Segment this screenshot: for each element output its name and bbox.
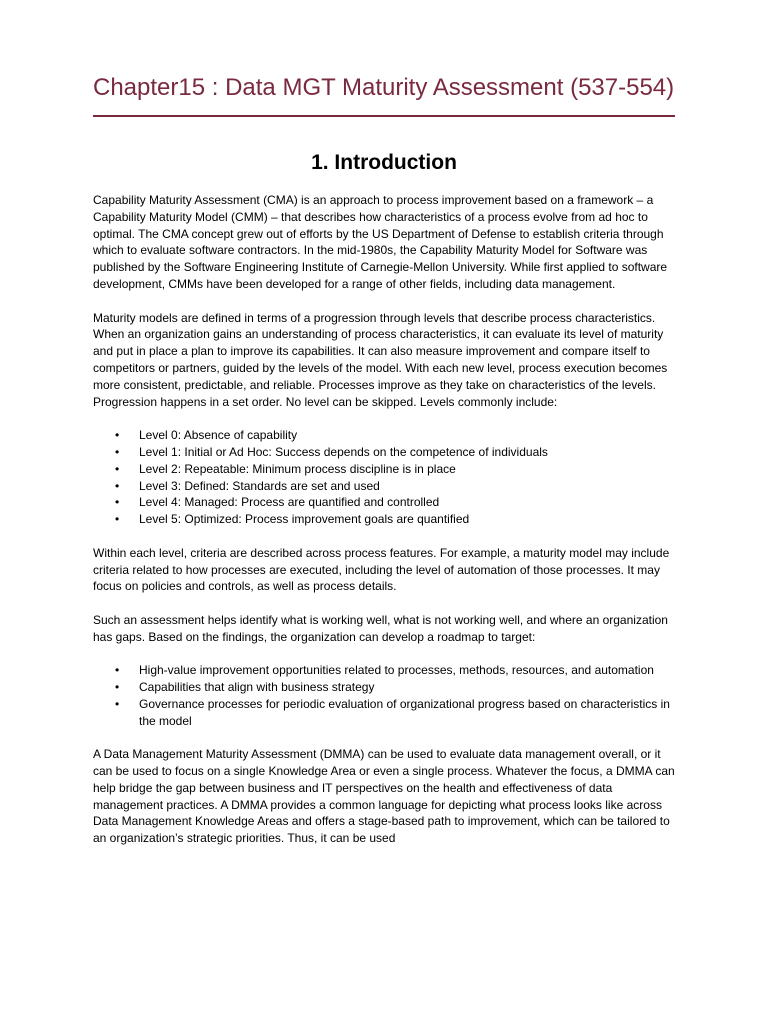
- paragraph: A Data Management Maturity Assessment (DMMA) can be used to evaluate data management overall, or it can be used to focus on a single Knowledge Area or even a single process. Whatever the focus, a DMMA can help bridge the gap between business and IT perspectives on the health and effectiveness of data management practices. A DMMA provides a common language for depicting what process looks like across Data Management Knowledge Areas and offers a stage-based path to improvement, which can be tailored to an organization’s strategic priorities. Thus, it can be used: [93, 747, 675, 846]
- list-item: [93, 478, 678, 495]
- list-item-text: Governance processes for periodic evaluation of organizational progress based on characteristics in the model: [139, 696, 670, 728]
- chapter-title: Chapter15 : Data MGT Maturity Assessment (537-554): [93, 74, 675, 101]
- title-divider: [93, 115, 675, 117]
- bullet-icon: •: [115, 444, 120, 459]
- list-item: [93, 679, 678, 696]
- list-item-text: Level 0: Absence of capability: [139, 428, 298, 443]
- bullet-icon: •: [115, 680, 120, 695]
- list-item-text: Level 4: Managed: Process are quantified and controlled: [139, 495, 440, 510]
- document-body: [93, 192, 678, 864]
- list-item: [93, 444, 678, 461]
- list-item: [93, 511, 678, 528]
- list-item: [93, 662, 678, 679]
- bullet-icon: •: [115, 512, 120, 527]
- list-item-text: Level 5: Optimized: Process improvement goals are quantified: [139, 512, 470, 527]
- list-item: [93, 461, 678, 478]
- list-item-text: Level 2: Repeatable: Minimum process discipline is in place: [139, 461, 456, 476]
- list-item-text: Level 3: Defined: Standards are set and used: [139, 478, 380, 493]
- bullet-icon: •: [115, 696, 120, 711]
- bullet-icon: •: [115, 663, 120, 678]
- targets-list: [93, 662, 678, 729]
- paragraph: Capability Maturity Assessment (CMA) is an approach to process improvement based on a framework – a Capability Maturity Model (CMM) – that describes how characteristics of a process evolve from ad hoc to optimal. The CMA concept grew out of efforts by the US Department of Defense to establish criteria through which to evaluate software contractors. In the mid-1980s, the Capability Maturity Model for Software was published by the Software Engineering Institute of Carnegie-Mellon University. While first applied to software development, CMMs have been developed for a range of other fields, including data management.: [93, 193, 668, 291]
- bullet-icon: •: [115, 428, 120, 443]
- list-item-text: Level 1: Initial or Ad Hoc: Success depends on the competence of individuals: [139, 444, 548, 459]
- bullet-icon: •: [115, 478, 120, 493]
- list-item-text: High-value improvement opportunities related to processes, methods, resources, and automation: [139, 663, 654, 678]
- bullet-icon: •: [115, 461, 120, 476]
- levels-list: [93, 427, 678, 528]
- bullet-icon: •: [115, 495, 120, 510]
- list-item: [93, 494, 678, 511]
- list-item: [93, 696, 678, 730]
- list-item-text: Capabilities that align with business strategy: [139, 680, 375, 695]
- paragraph: Within each level, criteria are described across process features. For example, a maturity model may include criteria related to how processes are executed, including the level of automation of those processes. It may focus on policies and controls, as well as process details.: [93, 545, 670, 594]
- list-item: [93, 427, 678, 444]
- paragraph: Maturity models are defined in terms of a progression through levels that describe process characteristics. When an organization gains an understanding of process characteristics, it can evaluate its level of maturity and put in place a plan to improve its capabilities. It can also measure improvement and compare itself to competitors or partners, guided by the levels of the model. With each new level, process execution becomes more consistent, predictable, and reliable. Processes improve as they take on characteristics of the levels. Progression happens in a set order. No level can be skipped. Levels commonly include:: [93, 310, 668, 409]
- section-heading: 1. Introduction: [311, 151, 457, 174]
- paragraph: Such an assessment helps identify what is working well, what is not working well, and where an organization has gaps. Based on the findings, the organization can develop a roadmap to target:: [93, 612, 668, 644]
